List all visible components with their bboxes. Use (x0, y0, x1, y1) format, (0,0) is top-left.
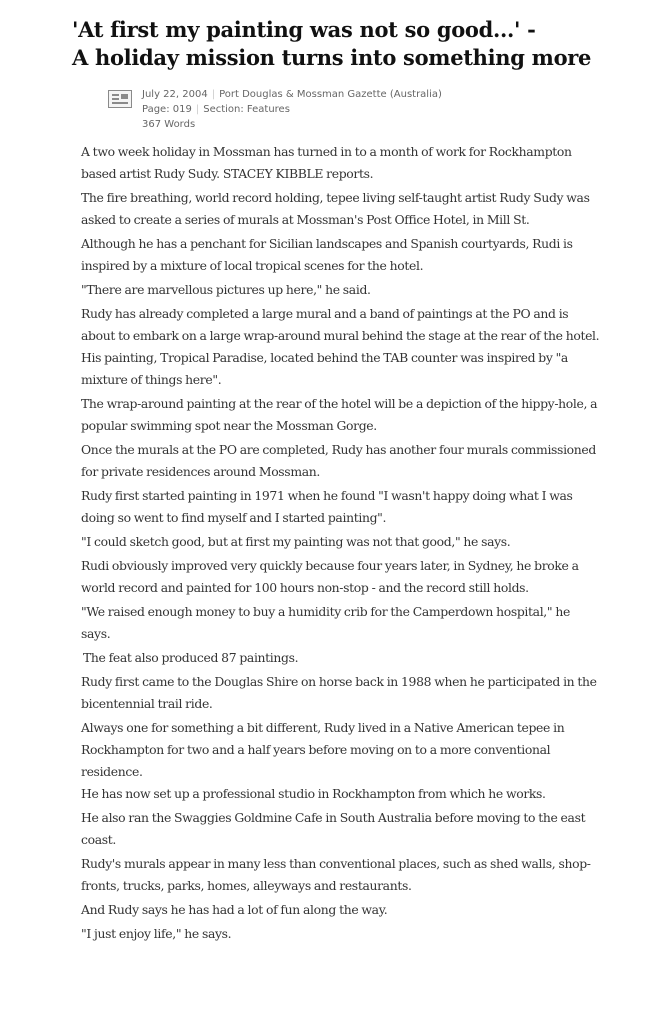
paragraph: Rudy has already completed a large mural and a band of paintings at the PO and is about to embark on a large wrap-around mural behind the stage at the rear of the hotel. (81, 306, 600, 343)
paragraph: Rudi obviously improved very quickly because four years later, in Sydney, he broke a world record and painted for 100 hours non-stop - and the record still holds. (81, 558, 579, 595)
paragraph: "I could sketch good, but at first my painting was not that good," he says. (81, 534, 511, 549)
metadata-text (142, 87, 442, 132)
article-headline (72, 16, 642, 72)
paragraph: The feat also produced 87 paintings. (83, 650, 299, 665)
article-metadata (108, 87, 442, 132)
paragraph: He has now set up a professional studio in Rockhampton from which he works. (81, 786, 546, 801)
section-name: Section: Features (203, 104, 290, 115)
paragraph: Rudy's murals appear in many less than conventional places, such as shed walls, shop-fronts, trucks, parks, homes, alleyways and restaurants. (81, 856, 591, 893)
article-body (81, 141, 601, 947)
paragraph: Rudy first came to the Douglas Shire on horse back in 1988 when he participated in the bicentennial trail ride. (81, 674, 597, 711)
paragraph: The fire breathing, world record holding, tepee living self-taught artist Rudy Sudy was asked to create a series of murals at Mossman's Post Office Hotel, in Mill St. (81, 190, 590, 227)
paragraph: Always one for something a bit different, Rudy lived in a Native American tepee in Rockhampton for two and a half years before moving on to a more conventional residence. (81, 720, 565, 779)
paragraph: A two week holiday in Mossman has turned in to a month of work for Rockhampton based artist Rudy Sudy. STACEY KIBBLE reports. (81, 144, 572, 181)
publication-name: Port Douglas & Mossman Gazette (Australia) (219, 89, 442, 100)
metadata-line-2 (142, 102, 442, 117)
metadata-line-1 (142, 87, 442, 102)
paragraph: "I just enjoy life," he says. (81, 926, 232, 941)
headline-line-2: A holiday mission turns into something more (72, 45, 592, 70)
newspaper-icon (108, 90, 132, 108)
publication-date: July 22, 2004 (142, 89, 208, 100)
paragraph: His painting, Tropical Paradise, located behind the TAB counter was inspired by "a mixture of things here". (81, 350, 568, 387)
paragraph: The wrap-around painting at the rear of the hotel will be a depiction of the hippy-hole, a popular swimming spot near the Mossman Gorge. (81, 396, 598, 433)
paragraph: Once the murals at the PO are completed, Rudy has another four murals commissioned for private residences around Mossman. (81, 442, 596, 479)
page-number: Page: 019 (142, 104, 192, 115)
separator: | (211, 89, 216, 100)
paragraph: Although he has a penchant for Sicilian landscapes and Spanish courtyards, Rudi is inspired by a mixture of local tropical scenes for the hotel. (81, 236, 573, 273)
paragraph: "There are marvellous pictures up here," he said. (81, 282, 371, 297)
separator: | (195, 104, 200, 115)
paragraph: And Rudy says he has had a lot of fun along the way. (81, 902, 388, 917)
word-count: 367 Words (142, 119, 196, 130)
paragraph: He also ran the Swaggies Goldmine Cafe in South Australia before moving to the east coast. (81, 810, 586, 847)
paragraph: Rudy first started painting in 1971 when he found "I wasn't happy doing what I was doing so went to find myself and I started painting". (81, 488, 573, 525)
headline-line-1: 'At first my painting was not so good...' - (72, 17, 536, 42)
paragraph: "We raised enough money to buy a humidity crib for the Camperdown hospital," he says. (81, 604, 570, 641)
